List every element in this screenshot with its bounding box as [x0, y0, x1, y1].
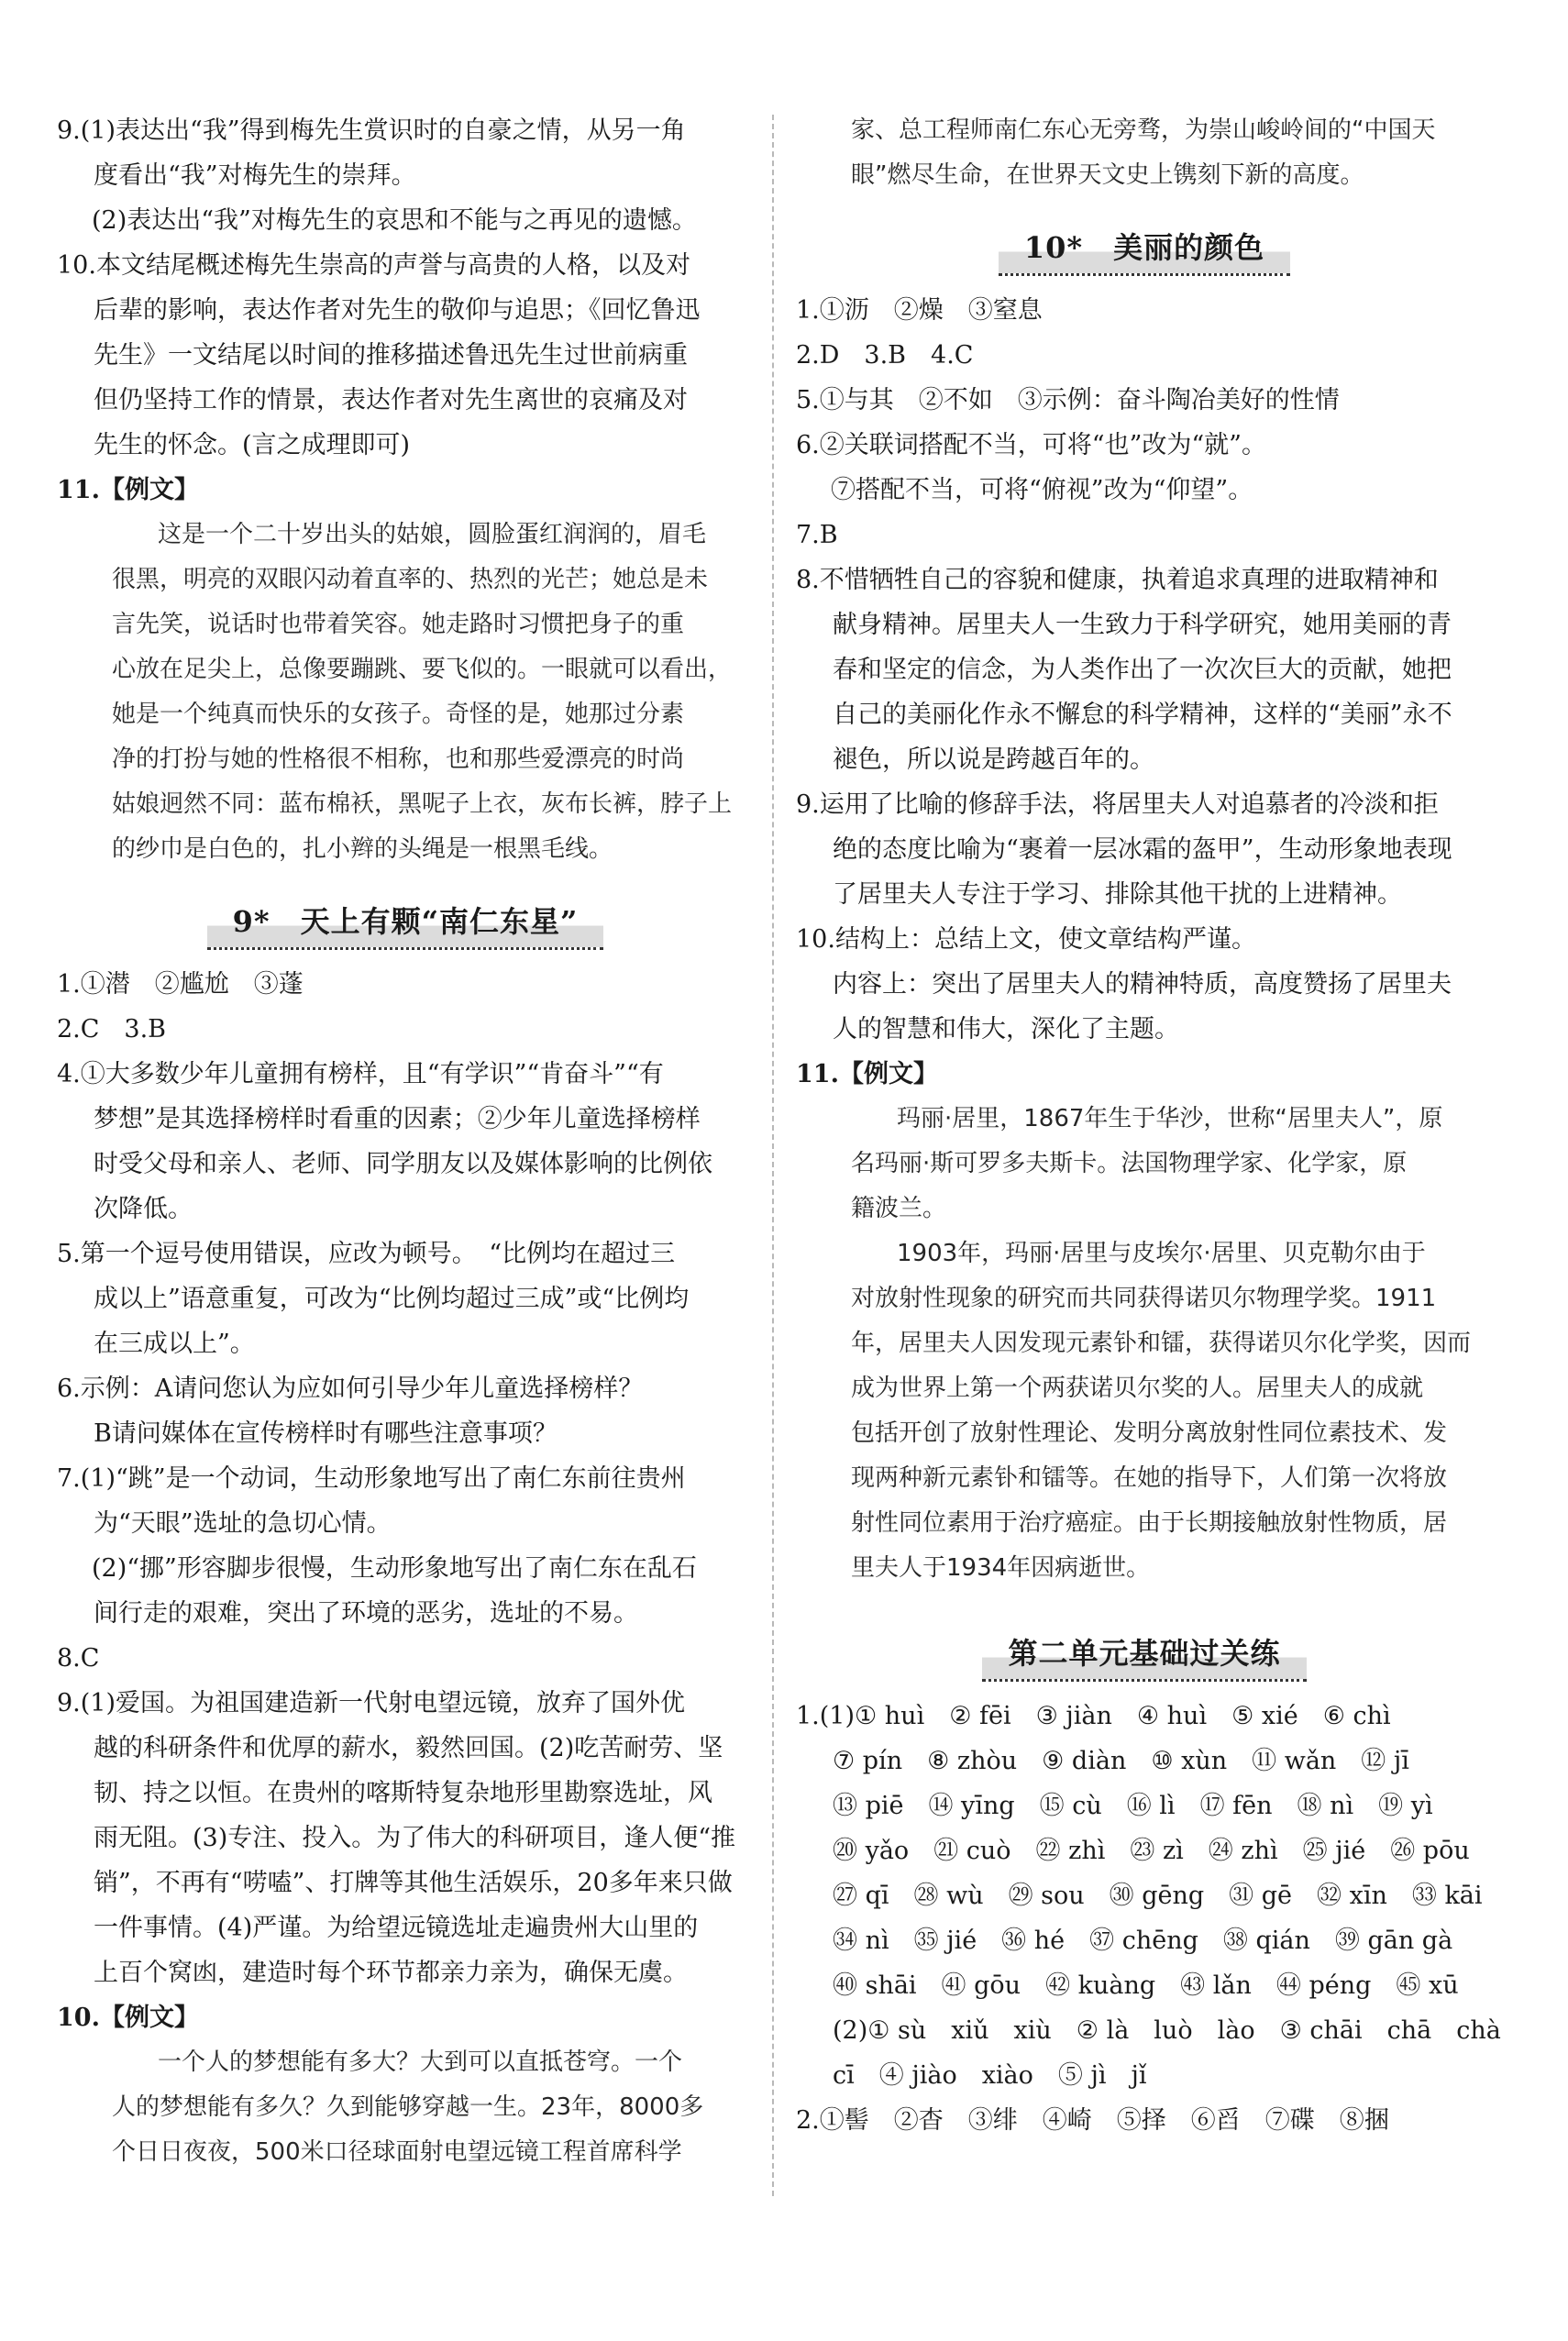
answer-line: 1.(1)① huì ② fēi ③ jiàn ④ huì ⑤ xié ⑥ chì — [796, 1702, 1391, 1730]
left-column — [57, 108, 754, 2175]
example-line: 姑娘迥然不同：蓝布棉袄，黑呢子上衣，灰布长裤，脖子上 — [112, 790, 733, 818]
example-line: 个日日夜夜，500米口径球面射电望远镜工程首席科学 — [112, 2138, 682, 2166]
answer-line: (2)表达出“我”对梅先生的哀思和不能与之再见的遗憾。 — [92, 206, 697, 235]
example-line: 射性同位素用于治疗癌症。由于长期接触放射性物质，居 — [851, 1509, 1448, 1537]
answer-line: ㊵ shāi ㊶ gōu ㊷ kuàng ㊸ lǎn ㊹ péng ㊺ xū — [833, 1971, 1459, 2000]
answer-line: 自己的美丽化作永不懈怠的科学精神，这样的“美丽”永不 — [833, 701, 1452, 729]
right-column — [796, 108, 1501, 2143]
answer-line: 9.(1)表达出“我”得到梅先生赏识时的自豪之情，从另一角 — [57, 116, 686, 145]
answer-line: 褪色，所以说是跨越百年的。 — [833, 745, 1154, 774]
answer-line: ⑦ pín ⑧ zhòu ⑨ diàn ⑩ xùn ⑪ wǎn ⑫ jī — [833, 1747, 1409, 1775]
answer-line: 间行走的艰难，突出了环境的恶劣，选址的不易。 — [94, 1599, 638, 1628]
answer-line: 但仍坚持工作的情景，表达作者对先生离世的哀痛及对 — [94, 386, 688, 414]
answer-line: 10.本文结尾概述梅先生崇高的声誉与高贵的人格，以及对 — [57, 251, 690, 280]
example-line: 包括开创了放射性理论、发明分离放射性同位素技术、发 — [851, 1419, 1448, 1447]
answer-line: 7.B — [796, 521, 838, 549]
section-title — [796, 222, 1493, 279]
answer-line: 先生》一文结尾以时间的推移描述鲁迅先生过世前病重 — [94, 341, 688, 370]
answer-line: 7.(1)“跳”是一个动词，生动形象地写出了南仁东前往贵州 — [57, 1464, 686, 1493]
section-title-text: 第二单元基础过关练 — [982, 1628, 1306, 1682]
example-line: 玛丽·居里，1867年生于华沙，世称“居里夫人”，原 — [897, 1105, 1443, 1132]
answer-line: ㉞ nì ㉟ jié ㊱ hé ㊲ chēng ㊳ qián ㊴ gān gà — [833, 1927, 1453, 1955]
answer-line: 内容上：突出了居里夫人的精神特质，高度赞扬了居里夫 — [833, 970, 1452, 999]
example-line: 言先笑，说话时也带着笑容。她走路时习惯把身子的重 — [112, 611, 685, 638]
answer-line: 度看出“我”对梅先生的崇拜。 — [94, 161, 416, 190]
example-line: 这是一个二十岁出头的姑娘，圆脸蛋红润润的，眉毛 — [158, 521, 707, 548]
answer-line: 5.第一个逗号使用错误，应改为顿号。 “比例均在超过三 — [57, 1240, 676, 1268]
example-line: 1903年，玛丽·居里与皮埃尔·居里、贝克勒尔由于 — [897, 1240, 1426, 1267]
answer-line: 11.【例文】 — [57, 476, 199, 504]
example-line: 净的打扮与她的性格很不相称，也和那些爱漂亮的时尚 — [112, 745, 685, 773]
example-line: 里夫人于1934年因病逝世。 — [851, 1554, 1151, 1582]
answer-line: 雨无阻。(3)专注、投入。为了伟大的科研项目，逢人便“推 — [94, 1824, 736, 1852]
answer-line: 1.①沥 ②燥 ③窒息 — [796, 296, 1043, 325]
example-line: 现两种新元素钋和镭等。在她的指导下，人们第一次将放 — [851, 1464, 1448, 1492]
answer-line: 9.运用了比喻的修辞手法，将居里夫人对追慕者的冷淡和拒 — [796, 790, 1439, 819]
example-line: 心放在足尖上，总像要蹦跳、要飞似的。一眼就可以看出， — [112, 656, 733, 683]
answer-line: ⑬ piē ⑭ yīng ⑮ cù ⑯ lì ⑰ fēn ⑱ nì ⑲ yì — [833, 1792, 1433, 1820]
example-line: 名玛丽·斯可罗多夫斯卡。法国物理学家、化学家，原 — [851, 1150, 1408, 1177]
answer-line: (2)“挪”形容脚步很慢，生动形象地写出了南仁东在乱石 — [92, 1554, 697, 1583]
example-line: 籍波兰。 — [851, 1195, 947, 1222]
answer-line: 献身精神。居里夫人一生致力于科学研究，她用美丽的青 — [833, 611, 1452, 639]
answer-line: ㉗ qī ㉘ wù ㉙ sou ㉚ gēng ㉛ gē ㉜ xīn ㉝ kāi — [833, 1882, 1483, 1910]
example-line: 的纱巾是白色的，扎小辫的头绳是一根黑毛线。 — [112, 835, 613, 863]
answer-line: 6.②关联词搭配不当，可将“也”改为“就”。 — [796, 431, 1266, 459]
answer-line: (2)① sù xiǔ xiù ② là luò lào ③ chāi chā chà — [833, 2016, 1501, 2045]
answer-line: ⑳ yǎo ㉑ cuò ㉒ zhì ㉓ zì ㉔ zhì ㉕ jié ㉖ pōu — [833, 1837, 1470, 1865]
section-title — [796, 1628, 1493, 1684]
answer-line: 销”，不再有“唠嗑”、打牌等其他生活娱乐，20多年来只做 — [94, 1869, 733, 1897]
example-line: 年，居里夫人因发现元素钋和镭，获得诺贝尔化学奖，因而 — [851, 1330, 1472, 1357]
section-title-text: 9* 天上有颗“南仁东星” — [207, 896, 604, 950]
answer-line: 一件事情。(4)严谨。为给望远镜选址走遍贵州大山里的 — [94, 1914, 699, 1942]
answer-line: 10.结构上：总结上文，使文章结构严谨。 — [796, 925, 1256, 954]
answer-line: cī ④ jiào xiào ⑤ jì jǐ — [833, 2061, 1147, 2090]
answer-line: 6.示例：A请问您认为应如何引导少年儿童选择榜样？ — [57, 1375, 644, 1403]
answer-line: 越的科研条件和优厚的薪水，毅然回国。(2)吃苦耐劳、坚 — [94, 1734, 723, 1762]
answer-line: 8.不惜牺牲自己的容貌和健康，执着追求真理的进取精神和 — [796, 566, 1439, 594]
answer-line: 4.①大多数少年儿童拥有榜样，且“有学识”“肯奋斗”“有 — [57, 1060, 664, 1088]
answer-line: 后辈的影响，表达作者对先生的敬仰与追思；《回忆鲁迅 — [94, 296, 701, 325]
example-line: 对放射性现象的研究而共同获得诺贝尔物理学奖。1911 — [851, 1285, 1437, 1312]
column-divider — [772, 115, 774, 2196]
answer-line: 绝的态度比喻为“裹着一层冰霜的盔甲”，生动形象地表现 — [833, 835, 1452, 864]
answer-line: 梦想”是其选择榜样时看重的因素；②少年儿童选择榜样 — [94, 1105, 701, 1133]
answer-line: 10.【例文】 — [57, 2004, 199, 2032]
answer-line: 成以上”语意重复，可改为“比例均超过三成”或“比例均 — [94, 1285, 690, 1313]
answer-line: B请问媒体在宣传榜样时有哪些注意事项？ — [94, 1419, 558, 1448]
answer-line: 9.(1)爱国。为祖国建造新一代射电望远镜，放弃了国外优 — [57, 1689, 686, 1717]
answer-line: 2.①髻 ②杳 ③绯 ④崎 ⑤择 ⑥舀 ⑦碟 ⑧捆 — [796, 2106, 1389, 2135]
example-line: 眼”燃尽生命，在世界天文史上镌刻下新的高度。 — [851, 161, 1364, 189]
example-line: 她是一个纯真而快乐的女孩子。奇怪的是，她那过分素 — [112, 701, 685, 728]
section-title — [57, 896, 754, 953]
answer-line: 人的智慧和伟大，深化了主题。 — [833, 1015, 1179, 1044]
answer-line: 5.①与其 ②不如 ③示例：奋斗陶冶美好的性情 — [796, 386, 1340, 414]
answer-line: 11.【例文】 — [796, 1060, 938, 1088]
answer-line: 2.C 3.B — [57, 1015, 167, 1044]
answer-line: 春和坚定的信念，为人类作出了一次次巨大的贡献，她把 — [833, 656, 1452, 684]
example-line: 一个人的梦想能有多大？大到可以直抵苍穹。一个 — [158, 2048, 683, 2076]
example-line: 很黑，明亮的双眼闪动着直率的、热烈的光芒；她总是未 — [112, 566, 709, 593]
section-title-text: 10* 美丽的颜色 — [999, 222, 1290, 276]
answer-line: 韧、持之以恒。在贵州的喀斯特复杂地形里勘察选址，风 — [94, 1779, 712, 1807]
answer-line: 2.D 3.B 4.C — [796, 341, 974, 370]
example-line: 家、总工程师南仁东心无旁骛，为崇山峻岭间的“中国天 — [851, 116, 1436, 144]
answer-line: 8.C — [57, 1644, 100, 1673]
answer-line: 时受父母和亲人、老师、同学朋友以及媒体影响的比例依 — [94, 1150, 712, 1178]
answer-line: 了居里夫人专注于学习、排除其他干扰的上进精神。 — [833, 880, 1402, 909]
answer-line: 为“天眼”选址的急切心情。 — [94, 1509, 392, 1538]
answer-line: 次降低。 — [94, 1195, 193, 1223]
answer-line: ⑦搭配不当，可将“俯视”改为“仰望”。 — [831, 476, 1253, 504]
answer-line: 1.①潜 ②尴尬 ③蓬 — [57, 970, 304, 999]
answer-line: 上百个窝凼，建造时每个环节都亲力亲为，确保无虞。 — [94, 1959, 688, 1987]
example-line: 成为世界上第一个两获诺贝尔奖的人。居里夫人的成就 — [851, 1375, 1424, 1402]
example-line: 人的梦想能有多久？久到能够穿越一生。23年，8000多 — [112, 2093, 704, 2121]
answer-line: 先生的怀念。(言之成理即可) — [94, 431, 411, 459]
answer-line: 在三成以上”。 — [94, 1330, 255, 1358]
